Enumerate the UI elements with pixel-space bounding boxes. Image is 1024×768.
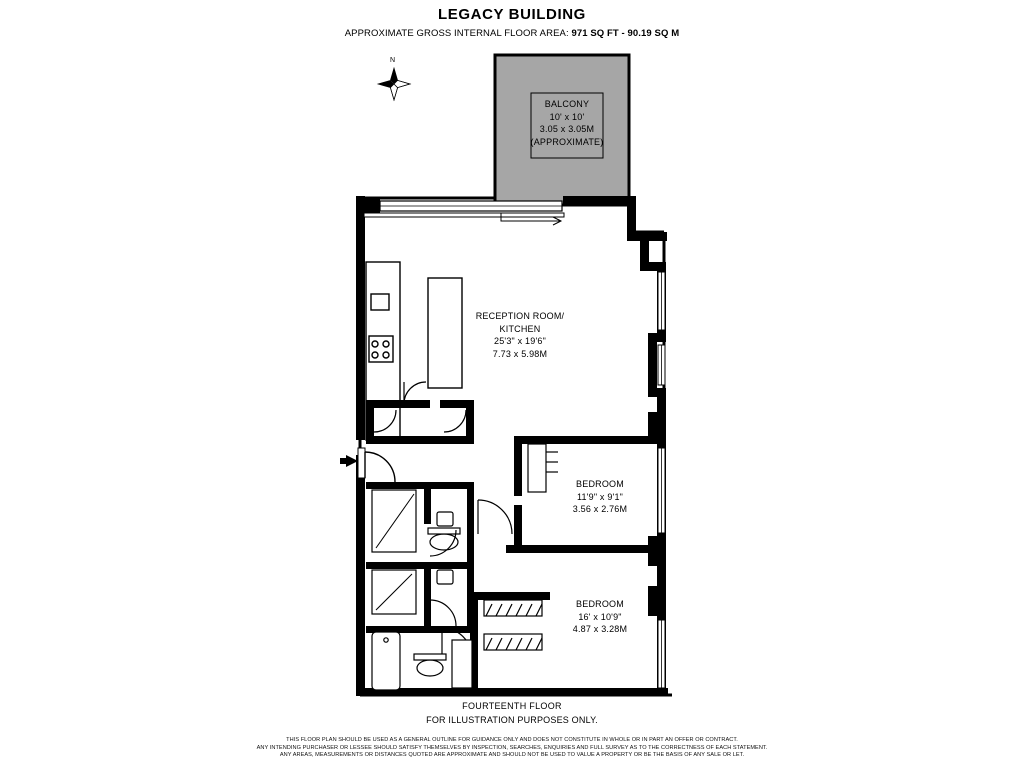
room-label-bedroom-2	[520, 598, 680, 636]
disclaimer-line-1: THIS FLOOR PLAN SHOULD BE USED AS A GENERAL OUTLINE FOR GUIDANCE ONLY AND DOES NOT CONSTITUTE IN WHOLE OR IN PART AN OFFER OR CONTRACT.	[286, 737, 738, 743]
floor-name: FOURTEENTH FLOOR	[462, 701, 562, 711]
reception-name-line2: KITCHEN	[499, 323, 541, 334]
floor-area-value: 971 SQ FT - 90.19 SQ M	[571, 28, 680, 39]
room-label-reception-kitchen	[420, 310, 620, 360]
balcony-dim-imperial: 10' x 10'	[549, 111, 585, 122]
bedroom-1-name: BEDROOM	[576, 479, 624, 489]
room-label-bedroom-1	[520, 478, 680, 516]
compass-north-label: N	[390, 57, 396, 64]
reception-dim-imperial: 25'3" x 19'6"	[494, 336, 546, 346]
reception-dim-metric: 7.73 x 5.98M	[492, 348, 548, 359]
page-title: LEGACY BUILDING	[438, 6, 586, 23]
illustration-note: FOR ILLUSTRATION PURPOSES ONLY.	[426, 715, 598, 725]
bedroom-1-door	[478, 500, 512, 534]
bedroom-2-dim-imperial: 16' x 10'9"	[578, 611, 622, 622]
disclaimer-line-3: ANY AREAS, MEASUREMENTS OR DISTANCES QUOTED ARE APPROXIMATE AND SHOULD NOT BE USED TO VALUE A PROPERTY OR BE THE BASIS OF ANY SALE OR LET.	[279, 752, 745, 759]
bedroom-2-name: BEDROOM	[576, 599, 624, 609]
disclaimer	[0, 737, 1024, 760]
floor-area-label: APPROXIMATE GROSS INTERNAL FLOOR AREA:	[344, 28, 569, 39]
balcony-note: (APPROXIMATE)	[530, 136, 604, 147]
room-label-balcony	[497, 98, 637, 148]
window-wall-top	[364, 199, 564, 225]
bedroom-1-dim-metric: 3.56 x 2.76M	[572, 504, 628, 514]
balcony-dim-metric: 3.05 x 3.05M	[539, 124, 595, 134]
balcony-name: BALCONY	[544, 99, 590, 109]
reception-name-line1: RECEPTION ROOM/	[475, 311, 565, 321]
entrance-door	[340, 448, 395, 482]
bedroom-2-dim-metric: 4.87 x 3.28M	[572, 624, 628, 634]
bathroom-fixtures	[372, 490, 472, 690]
bedroom-1-dim-imperial: 11'9" x 9'1"	[576, 491, 624, 502]
disclaimer-line-2: ANY INTENDING PURCHASER OR LESSEE SHOULD SATISFY THEMSELVES BY INSPECTION, SEARCHES, ENQUIRIES AND FULL SURVEY AS TO THE CORRECTNESS OF EACH STATEMENT.	[256, 744, 768, 751]
